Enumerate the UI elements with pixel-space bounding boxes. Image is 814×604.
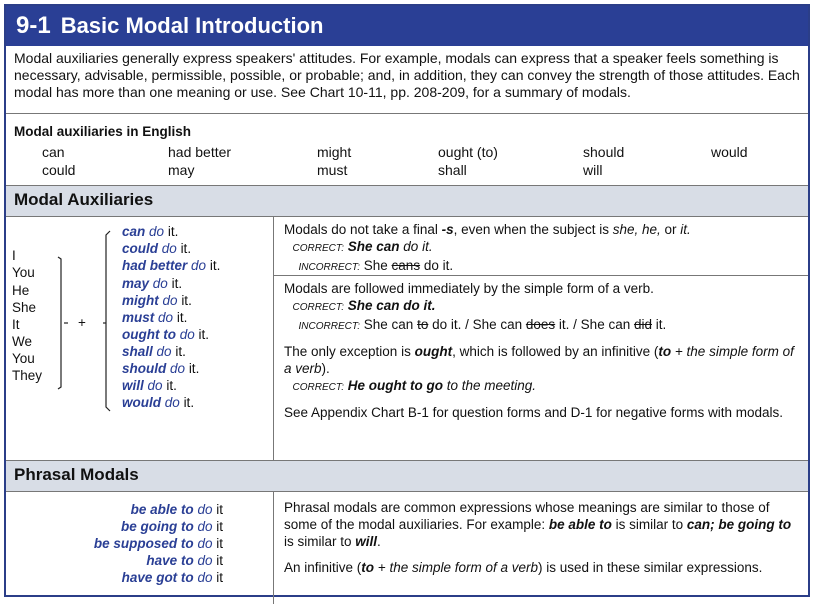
incorrect-tag: INCORRECT:	[298, 321, 360, 332]
correct-tag: CORRECT:	[292, 382, 344, 393]
modal-example: should do it.	[122, 361, 200, 376]
phrasal-note-2: An infinitive (to + the simple form of a verb) is used in these similar expressions.	[284, 560, 763, 575]
phrasal-notes	[274, 492, 808, 580]
verb-bracket	[106, 231, 110, 411]
chart-title: Basic Modal Introduction	[60, 13, 324, 38]
modal-example: had better do it.	[122, 258, 221, 273]
modal-aux-example-column	[6, 217, 274, 460]
modal-example: will do it.	[122, 378, 177, 393]
chart-header	[6, 6, 808, 46]
grammar-chart	[4, 4, 810, 597]
section-title-modal-auxiliaries: Modal Auxiliaries	[6, 186, 808, 217]
pronoun: You	[12, 351, 35, 366]
correct-tag: CORRECT:	[292, 243, 344, 254]
phrasal-example: be going to do it	[120, 519, 223, 534]
phrasal-example: have to do it	[146, 553, 223, 568]
modal-list-item: might	[317, 144, 352, 160]
phrasal-row	[6, 492, 808, 604]
pronoun: We	[12, 334, 33, 349]
modal-list-item: can	[42, 144, 65, 160]
phrasal-notes-column	[274, 492, 808, 604]
modal-example: must do it.	[122, 310, 188, 325]
modal-list-item: must	[317, 162, 348, 178]
modal-aux-row	[6, 217, 808, 461]
modal-list-item: may	[168, 162, 195, 178]
modal-example: would do it.	[122, 395, 195, 410]
note-simple-form: Modals are followed immediately by the simple form of a verb. CORRECT: She can do it. INCORRECT: She can to do it. / She can does it. / She can did it. The only exception is ought, which is followed by an infinitive (to + the simple form of a verb). CORRECT: He ought to go to the meeting. See Appendix Chart B-1 for question forms and D-1 for negative forms with modals.	[274, 275, 808, 425]
plus-sign: +	[78, 315, 86, 330]
pronoun: It	[12, 317, 20, 332]
pronoun: She	[12, 300, 37, 315]
modal-list-item: would	[711, 144, 748, 160]
modal-list-item: will	[583, 162, 603, 178]
pronoun: You	[12, 265, 35, 280]
modal-list-item: could	[42, 162, 76, 178]
intro-paragraph: Modal auxiliaries generally express speakers' attitudes. For example, modals can express that a speaker feels something is necessary, advisable, permissible, possible, or probable; and, in addition, they can convey the strength of those attitudes. Each modal has more than one meaning or use. See Chart 10-11, pp. 208-209, for a summary of modals.	[6, 46, 808, 114]
modal-example: could do it.	[122, 241, 192, 256]
pronoun: He	[12, 283, 30, 298]
pronoun: They	[12, 368, 43, 383]
modal-list-item: shall	[438, 162, 467, 178]
note-no-final-s: Modals do not take a final -s, even when the subject is she, he, or it. CORRECT: She can do it. INCORRECT: She cans do it.	[274, 217, 808, 275]
modal-example: ought to do it.	[122, 327, 210, 342]
modal-example: may do it.	[122, 276, 183, 291]
modal-example: can do it.	[122, 224, 179, 239]
modal-list-label: Modal auxiliaries in English	[14, 124, 192, 139]
modal-list-item: should	[583, 144, 625, 160]
modal-aux-notes-column	[274, 217, 808, 460]
correct-tag: CORRECT:	[292, 302, 344, 313]
incorrect-tag: INCORRECT:	[298, 262, 360, 273]
modal-list-section	[6, 114, 808, 186]
chart-number: 9-1	[16, 12, 51, 39]
pronoun: I	[12, 248, 16, 263]
pronoun-bracket	[58, 257, 61, 389]
note-ought-exception: The only exception is ought, which is followed by an infinitive (to + the simple form of a verb).	[284, 344, 794, 376]
note-appendix: See Appendix Chart B-1 for question forms and D-1 for negative forms with modals.	[284, 405, 783, 420]
modal-list-item: ought (to)	[438, 144, 498, 160]
phrasal-example: be able to do it	[130, 502, 223, 517]
modal-list-item: had better	[168, 144, 232, 160]
modal-example: shall do it.	[122, 344, 186, 359]
phrasal-example: be supposed to do it	[93, 536, 223, 551]
section-title-phrasal-modals: Phrasal Modals	[6, 461, 808, 492]
phrasal-example: have got to do it	[121, 570, 223, 585]
modal-example: might do it.	[122, 293, 192, 308]
phrasal-note-1: Phrasal modals are common expressions whose meanings are similar to those of some of the modal auxiliaries. For example: be able to is similar to can; be going to is similar to will.	[284, 500, 792, 549]
phrasal-example-column	[6, 492, 274, 604]
